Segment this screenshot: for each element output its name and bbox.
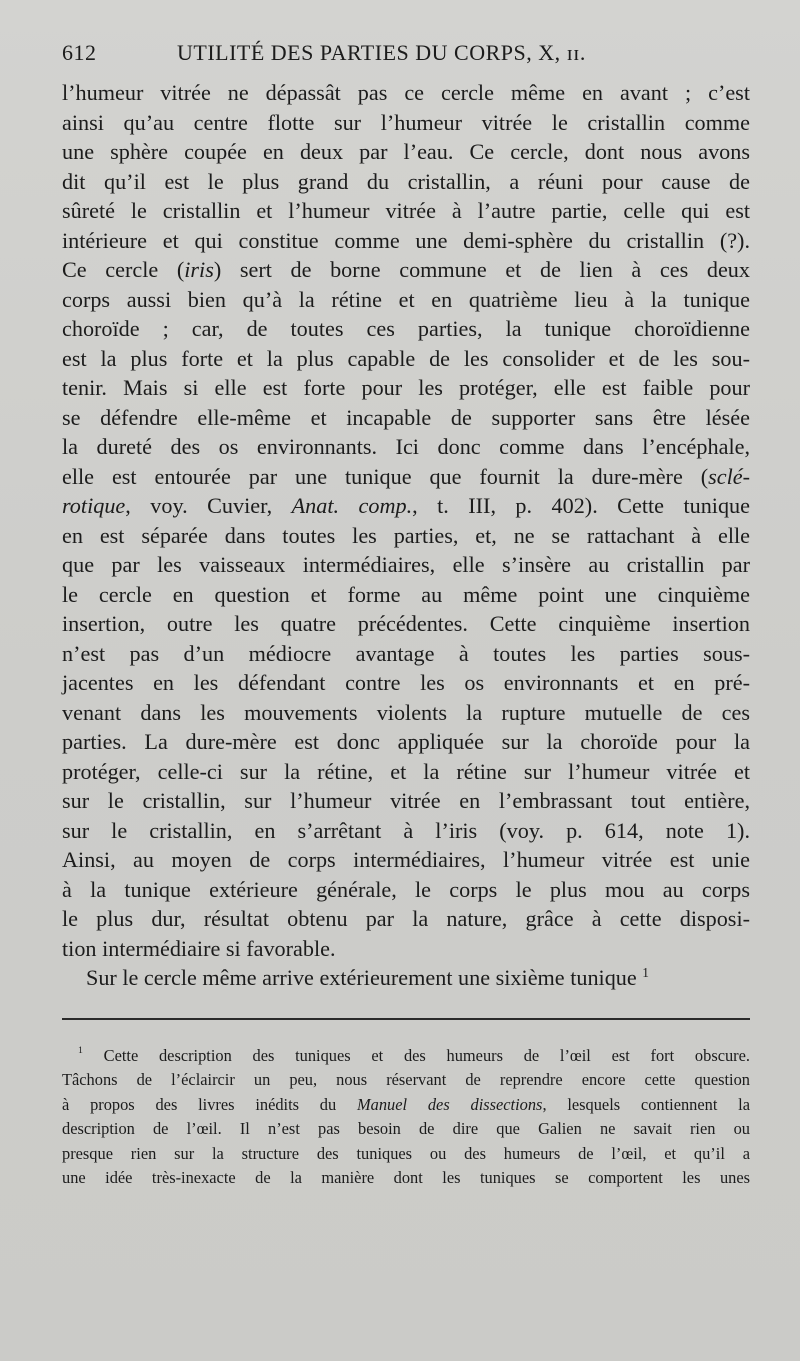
text-line: l’humeur vitrée ne dépassât pas ce cercle même en avant ; c’est — [62, 80, 750, 105]
footnote-line: à propos des livres inédits du Manuel des dissections, lesquels contiennent la — [62, 1094, 751, 1114]
italic-term: sclé- — [708, 463, 750, 489]
footnote — [62, 1044, 750, 1190]
footnote-line: presque rien sur la structure des tuniques ou des humeurs de l’œil, et qu’il a — [62, 1143, 750, 1163]
text-line: se défendre elle-même et incapable de supporter sans être lésée — [62, 404, 750, 430]
text-line: dit qu’il est le plus grand du cristallin, a réuni pour cause de — [62, 168, 750, 194]
footnote-line: description de l’œil. Il n’est pas besoin de dire que Galien ne savait rien ou — [62, 1119, 750, 1139]
text-line: tenir. Mais si elle est forte pour les protéger, elle est faible pour — [62, 375, 750, 400]
text-line: tion intermédiaire si favorable. — [62, 935, 336, 961]
text-line: intérieure et qui constitue comme une demi-sphère du cristallin (?). — [62, 227, 750, 253]
text-line: protéger, celle-ci sur la rétine, et la rétine sur l’humeur vitrée et — [62, 758, 750, 784]
text-line: choroïde ; car, de toutes ces parties, la tunique choroïdienne — [62, 316, 750, 341]
text-line: en est séparée dans toutes les parties, et, ne se rattachant à elle — [62, 522, 750, 548]
text-line: sûreté le cristallin et l’humeur vitrée à l’autre partie, celle qui est — [62, 198, 750, 223]
text-line: corps aussi bien qu’à la rétine et en quatrième lieu à la tunique — [62, 286, 750, 312]
text-line: sur le cristallin, en s’arrêtant à l’iris (voy. p. 614, note 1). — [62, 817, 750, 843]
text-line: Ce cercle (iris) sert de borne commune et de lien à ces deux — [62, 257, 750, 282]
paragraph-start: Sur le cercle même arrive extérieurement une sixième tunique $^1$ — [86, 965, 649, 990]
italic-title: Manuel des dissections — [357, 1094, 543, 1114]
text-line: à la tunique extérieure générale, le corps le plus mou au corps — [62, 876, 750, 902]
page-number: 612 — [62, 40, 97, 65]
text-line: Ainsi, au moyen de corps intermédiaires, l’humeur vitrée est unie — [62, 847, 750, 872]
text-line: que par les vaisseaux intermédiaires, elle s’insère au cristallin par — [62, 552, 750, 577]
text-line: une sphère coupée en deux par l’eau. Ce cercle, dont nous avons — [62, 139, 750, 164]
text-line: le cercle en question et forme au même point une cinquième — [62, 581, 750, 607]
text-line: parties. La dure-mère est donc appliquée sur la choroïde pour la — [62, 729, 750, 754]
text-line: jacentes en les défendant contre les os environnants et en pré- — [62, 670, 750, 695]
footnote-separator — [62, 1018, 750, 1020]
italic-term: iris — [184, 257, 214, 282]
text-line: le plus dur, résultat obtenu par la nature, grâce à cette disposi- — [62, 906, 750, 931]
text-line: n’est pas d’un médiocre avantage à toutes les parties sous- — [62, 640, 750, 666]
text-line: sur le cristallin, sur l’humeur vitrée en l’embrassant tout entière, — [62, 788, 750, 813]
footnote-reference[interactable]: 1 — [642, 965, 649, 980]
main-text — [62, 78, 750, 993]
footnote-marker: 1 — [78, 1045, 83, 1056]
footnote-line: une idée très-inexacte de la manière dont les tuniques se comportent les unes — [62, 1167, 750, 1187]
text-line: venant dans les mouvements violents la rupture mutuelle de ces — [62, 699, 750, 725]
text-line: la dureté des os environnants. Ici donc comme dans l’encéphale, — [62, 434, 750, 459]
text-line: ainsi qu’au centre flotte sur l’humeur vitrée le cristallin comme — [62, 109, 750, 135]
footnote-line: $^1$ Cette description des tuniques et des humeurs de l’œil est fort obscure. — [78, 1045, 750, 1065]
italic-term: rotique — [62, 493, 126, 518]
running-title: UTILITÉ DES PARTIES DU CORPS, X, ɪɪ. — [177, 40, 586, 65]
text-line: insertion, outre les quatre précédentes. Cette cinquième insertion — [62, 611, 750, 636]
text-line: est la plus forte et la plus capable de les consolider et de les sou- — [62, 345, 750, 371]
footnote-line: Tâchons de l’éclaircir un peu, nous réservant de reprendre encore cette question — [62, 1070, 750, 1090]
italic-citation: Anat. comp. — [291, 493, 413, 518]
text-line: elle est entourée par une tunique que fournit la dure-mère (sclé- — [62, 463, 750, 489]
text-line: rotique, voy. Cuvier, Anat. comp., t. III, p. 402). Cette tunique — [62, 493, 751, 518]
page-header — [62, 40, 738, 74]
